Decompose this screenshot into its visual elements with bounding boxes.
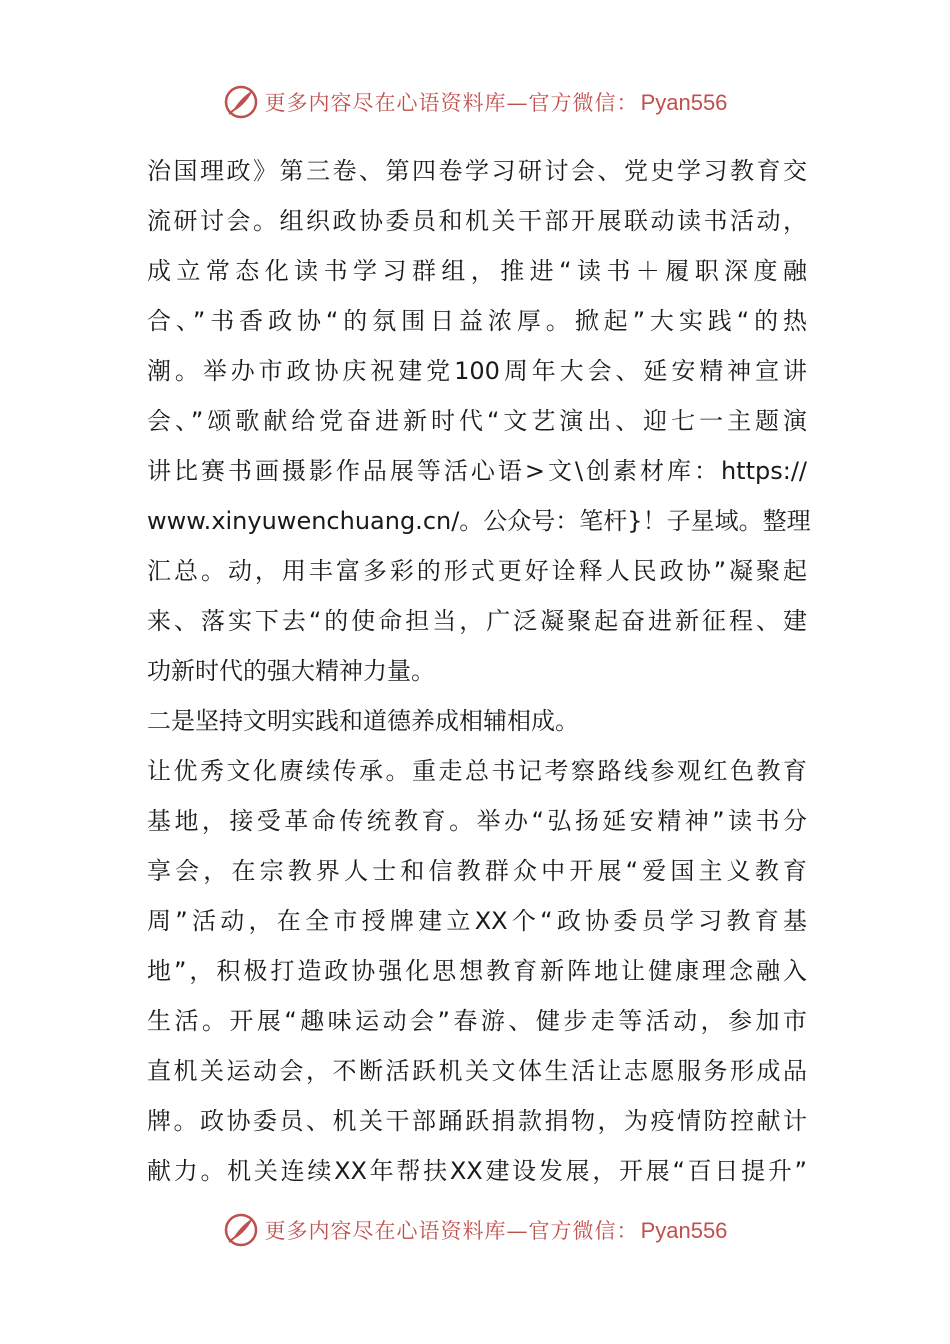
- section-heading: 二是坚持文明实践和道德养成相辅相成。: [147, 707, 579, 735]
- body-line: 汇总。动，用丰富多彩的形式更好诠释人民政协”凝聚起: [147, 557, 807, 585]
- document-body: [147, 146, 811, 1196]
- body-line: 讲比赛书画摄影作品展等活心语>文\创素材库：https://: [147, 457, 807, 485]
- footer-wechat-id: Pyan556: [640, 1218, 728, 1243]
- body-line: 直机关运动会，不断活跃机关文体生活让志愿服务形成品: [147, 1057, 807, 1085]
- body-line: 功新时代的强大精神力量。: [147, 657, 435, 685]
- body-line: www.xinyuwenchuang.cn/。公众号：笔杆}！子星域。整理: [147, 507, 811, 535]
- footer-watermark: [0, 1210, 950, 1250]
- body-line: 治国理政》第三卷、第四卷学习研讨会、党史学习教育交: [147, 157, 807, 185]
- body-line: 让优秀文化赓续传承。重走总书记考察路线参观红色教育: [147, 757, 807, 785]
- body-line: 地”，积极打造政协强化思想教育新阵地让健康理念融入: [147, 957, 807, 985]
- body-line: 成立常态化读书学习群组，推进“读书＋履职深度融: [147, 257, 807, 285]
- body-line: 潮。举办市政协庆祝建党100周年大会、延安精神宣讲: [147, 357, 807, 385]
- body-line: 基地，接受革命传统教育。举办“弘扬延安精神”读书分: [147, 807, 807, 835]
- footer-slogan: 更多内容尽在心语资料库—官方微信：Pyan556: [264, 1218, 728, 1243]
- body-line: 周”活动，在全市授牌建立XX个“政协委员学习教育基: [147, 907, 807, 935]
- body-line: 献力。机关连续XX年帮扶XX建设发展，开展“百日提升”: [147, 1157, 807, 1185]
- body-line: 会、”颂歌献给党奋进新时代“文艺演出、迎七一主题演: [147, 407, 807, 435]
- body-line: 流研讨会。组织政协委员和机关干部开展联动读书活动，: [147, 207, 807, 235]
- quill-logo-icon: [223, 1212, 259, 1248]
- header-slogan: 更多内容尽在心语资料库—官方微信：Pyan556: [264, 90, 728, 115]
- body-line: 合、”书香政协“的氛围日益浓厚。掀起”大实践“的热: [147, 307, 807, 335]
- body-line: 享会，在宗教界人士和信教群众中开展“爱国主义教育: [147, 857, 807, 885]
- header-wechat-id: Pyan556: [640, 90, 728, 115]
- header-watermark: [0, 82, 950, 122]
- body-line: 来、落实下去“的使命担当，广泛凝聚起奋进新征程、建: [147, 607, 807, 635]
- body-line: 生活。开展“趣味运动会”春游、健步走等活动，参加市: [147, 1007, 807, 1035]
- quill-logo-icon: [223, 84, 259, 120]
- body-line: 牌。政协委员、机关干部踊跃捐款捐物，为疫情防控献计: [147, 1107, 807, 1135]
